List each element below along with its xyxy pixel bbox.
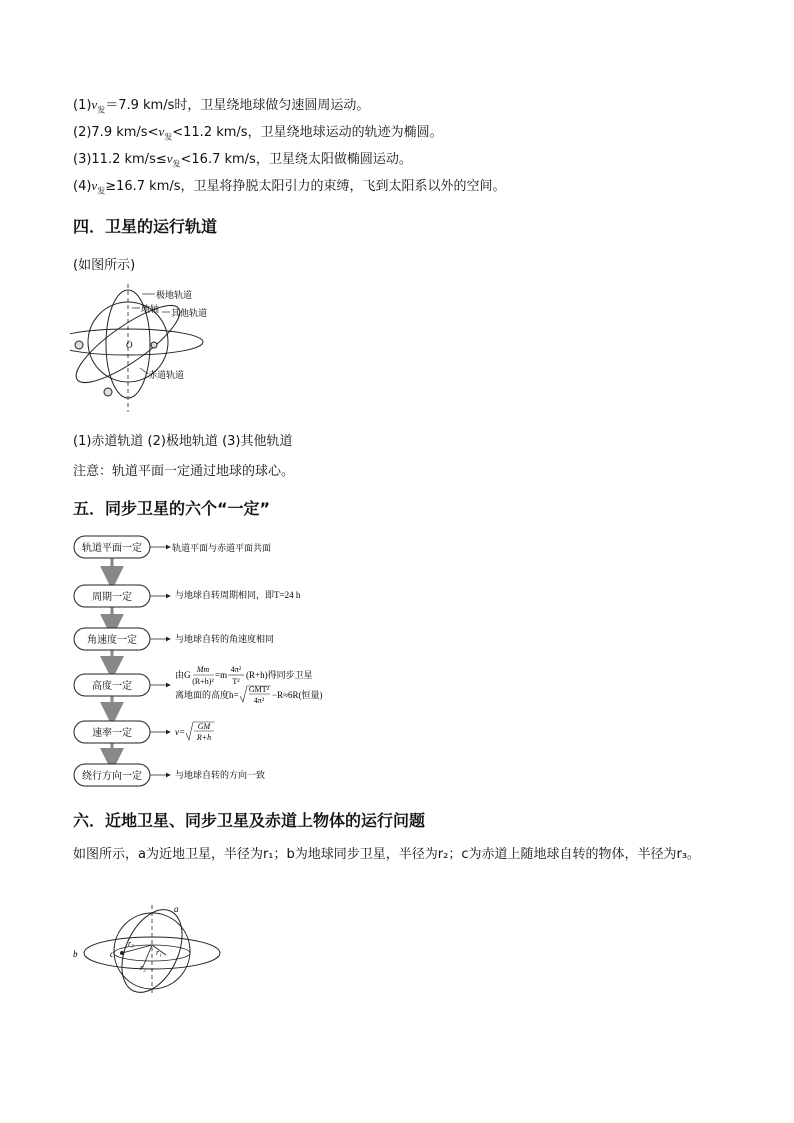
svg-text:v=: v= <box>175 727 186 737</box>
label-r3: r₃ <box>128 939 134 948</box>
section-6-heading: 六．近地卫星、同步卫星及赤道上物体的运行问题 <box>73 811 426 830</box>
desc-angular-velocity: 与地球自转的角速度相同 <box>175 634 275 644</box>
svg-text:−R≈6R(恒量): −R≈6R(恒量) <box>272 690 323 700</box>
section-4-note: (如图所示) <box>73 258 136 273</box>
section-4-heading: 四．卫星的运行轨道 <box>73 217 218 236</box>
svg-text:T²: T² <box>232 677 240 686</box>
svg-text:=m: =m <box>215 670 228 680</box>
box-height: 高度一定 <box>92 681 132 692</box>
svg-text:GMT²: GMT² <box>248 685 270 694</box>
desc-period: 与地球自转周期相同，即T=24 h <box>175 590 301 600</box>
speed-line-1: $(1)v_发=7.9$ km/s时，卫星绕地球做匀速圆周运动。 <box>73 97 370 115</box>
label-polar-orbit: 极地轨道 <box>156 290 193 300</box>
six-fixed-flowchart <box>72 532 372 790</box>
label-equator-orbit: 赤道轨道 <box>148 370 185 380</box>
box-orbit-plane: 轨道平面一定 <box>82 543 142 554</box>
section-4-caution: 注意：轨道平面一定通过地球的球心。 <box>73 464 295 479</box>
section-5-heading: 五．同步卫星的六个“一定” <box>73 499 271 518</box>
speed-line-2: (2)7.9 $km/s<v_发<11.2$ km/s，卫星绕地球运动的轨迹为椭圆。 <box>73 124 443 142</box>
svg-text:R+h: R+h <box>196 733 212 742</box>
speed-line-3: (3)11.2 $km/s\le v_发<16.7$ km/s，卫星绕太阳做椭圆运动。 <box>73 151 412 169</box>
orbit-diagram <box>70 282 220 417</box>
box-speed: 速率一定 <box>92 728 132 739</box>
svg-text:4π²: 4π² <box>253 696 265 705</box>
label-earth-axis: 地轴 <box>141 304 160 314</box>
section-6-paragraph: 如图所示，a为近地卫星，半径为r₁；b为地球同步卫星，半径为r₂；c为赤道上随地球自转的物体，半径为r₃。 <box>73 847 701 862</box>
label-a: a <box>174 904 179 914</box>
svg-text:(R+h)²: (R+h)² <box>192 677 214 686</box>
box-angular-velocity: 角速度一定 <box>87 635 137 646</box>
label-r1: r₁ <box>156 948 162 957</box>
label-c: c <box>110 949 114 959</box>
label-r2: r₂ <box>140 963 146 972</box>
label-b: b <box>73 949 78 959</box>
orbit-types-list: (1)赤道轨道 (2)极地轨道 (3)其他轨道 <box>73 434 293 449</box>
label-center: O <box>126 340 133 350</box>
box-period: 周期一定 <box>92 592 132 603</box>
svg-text:离地面的高度h=: 离地面的高度h= <box>175 690 239 700</box>
svg-text:4π²: 4π² <box>230 665 242 674</box>
speed-line-4: $(4)v_发\ge 16.7$ km/s，卫星将挣脱太阳引力的束缚，飞到太阳系以外的空间。 <box>73 178 506 196</box>
desc-direction: 与地球自转的方向一致 <box>175 770 266 780</box>
svg-text:Mm: Mm <box>196 665 210 674</box>
height-formula <box>175 665 323 705</box>
svg-text:由G: 由G <box>175 670 191 680</box>
label-other-orbit: 其他轨道 <box>171 308 208 318</box>
satellite-comparison-diagram <box>70 903 230 998</box>
speed-formula <box>175 722 215 742</box>
desc-orbit-plane: 轨道平面与赤道平面共面 <box>172 543 272 553</box>
box-direction: 绕行方向一定 <box>82 771 142 782</box>
svg-text:GM: GM <box>197 722 211 731</box>
svg-text:(R+h)得同步卫星: (R+h)得同步卫星 <box>246 670 313 680</box>
